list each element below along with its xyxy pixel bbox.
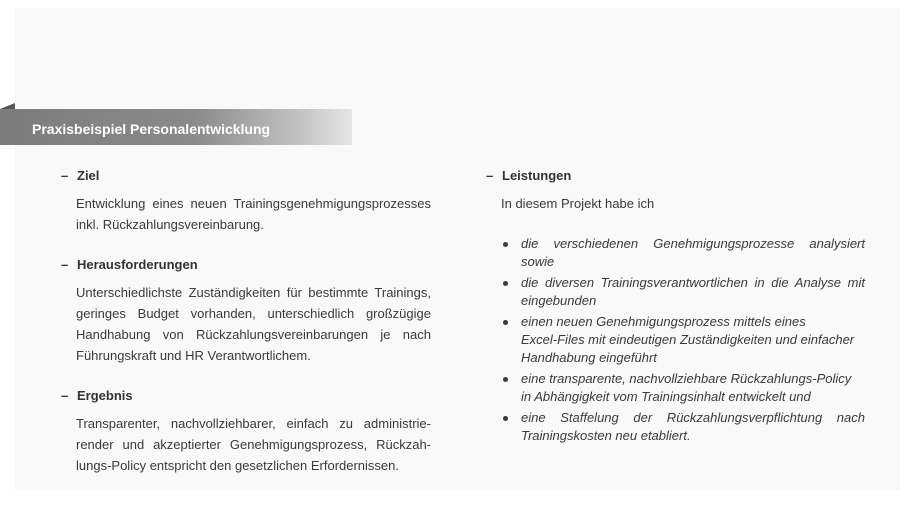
heading-text: Ergebnis (77, 388, 133, 403)
section-herausforderungen (61, 256, 431, 366)
body-line: Handhabung von Rückzahlungsvereinbarungen je nach (76, 327, 431, 342)
body-line: lungs-Policy entspricht den gesetzlichen Erfordernissen. (76, 458, 400, 473)
list-item (500, 274, 865, 310)
list-item-line: Handhabung eingeführt (521, 350, 657, 365)
section-heading (61, 256, 431, 274)
bullet-icon (503, 320, 508, 325)
body-line: Unterschiedlichste Zuständigkeiten für bestimmte Trainings, (76, 285, 431, 300)
section-body (61, 282, 431, 366)
bullet-icon (503, 242, 508, 247)
page-title: Praxisbeispiel Personalentwicklung (32, 121, 271, 137)
list-item-line: einen neuen Genehmigungsprozess mittels eines (521, 314, 806, 329)
bullet-icon (503, 416, 508, 421)
dash-marker: – (61, 168, 69, 183)
dash-marker: – (61, 257, 69, 272)
list-item-line: eine Staffelung der Rückzahlungsverpflichtung nach (521, 410, 865, 425)
list-item (500, 370, 865, 406)
section-ziel (61, 167, 431, 235)
dash-marker: – (486, 168, 494, 183)
list-item (500, 409, 865, 445)
intro-text: In diesem Projekt habe ich (501, 196, 655, 211)
dash-marker: – (61, 388, 69, 403)
list-item-line: sowie (521, 254, 555, 269)
list-item-line: die diversen Trainingsverantwortlichen in die Analyse mit (521, 275, 865, 290)
heading-text: Leistungen (502, 168, 572, 183)
section-intro (486, 193, 866, 214)
leistungen-list (500, 235, 865, 448)
list-item-line: Excel-Files mit eindeutigen Zuständigkeiten und einfacher (521, 332, 855, 347)
bullet-icon (503, 377, 508, 382)
body-line: Entwicklung eines neuen Trainingsgenehmigungsprozesses (76, 196, 431, 211)
heading-text: Ziel (77, 168, 100, 183)
list-item-line: die verschiedenen Genehmigungsprozesse analysiert (521, 236, 865, 251)
list-item-line: Trainingskosten neu etabliert. (521, 428, 691, 443)
section-body (61, 193, 431, 235)
list-item-line: eine transparente, nachvollziehbare Rückzahlungs-Policy (521, 371, 852, 386)
body-line: render und akzeptierter Genehmigungsprozess, Rückzah- (76, 437, 431, 452)
body-line: Transparenter, nachvollziehbarer, einfach zu administrie- (76, 416, 431, 431)
list-item (500, 235, 865, 271)
body-line: geringes Budget vorhanden, unterschiedlich großzügige (76, 306, 431, 321)
section-ergebnis (61, 387, 431, 476)
heading-text: Herausforderungen (77, 257, 198, 272)
section-body (61, 413, 431, 476)
list-item (500, 313, 865, 367)
section-heading (61, 387, 431, 405)
body-line: Führungskraft und HR Verantwortlichem. (76, 348, 311, 363)
list-item-line: eingebunden (521, 293, 597, 308)
section-heading (486, 167, 866, 185)
section-leistungen (486, 167, 866, 214)
section-heading (61, 167, 431, 185)
bullet-icon (503, 281, 508, 286)
body-line: inkl. Rückzahlungsvereinbarung. (76, 217, 264, 232)
list-item-line: in Abhängigkeit vom Trainingsinhalt entwickelt und (521, 389, 811, 404)
